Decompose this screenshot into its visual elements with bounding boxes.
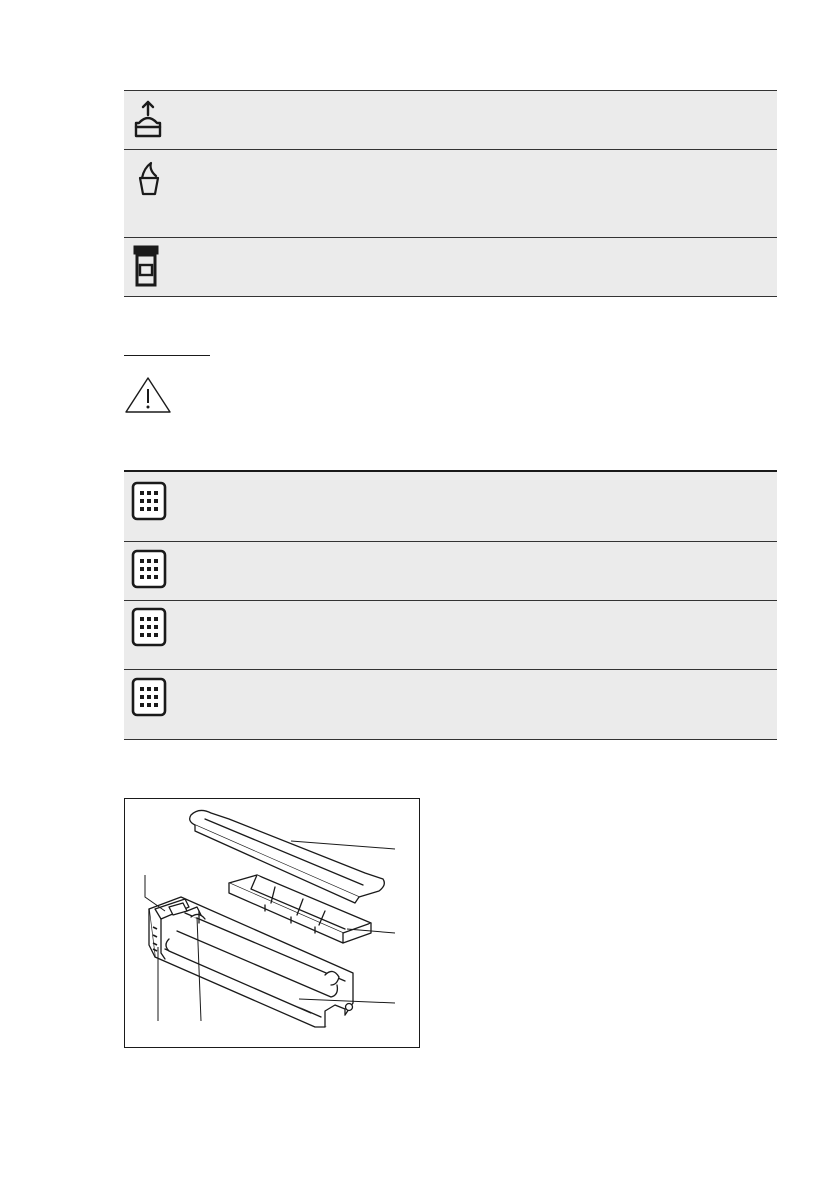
cup-icon — [130, 158, 162, 198]
dispenser-drawing — [125, 799, 419, 1047]
dispenser-figure — [124, 798, 420, 1048]
table-row — [124, 542, 777, 601]
lift-out-tray-icon — [130, 99, 162, 139]
keypad-icon — [130, 548, 168, 590]
symbol-table-top — [124, 90, 777, 297]
warning-triangle-icon — [124, 376, 172, 414]
warning-heading-rule — [124, 355, 210, 356]
keypad-icon — [130, 676, 168, 718]
table-row — [124, 91, 777, 150]
table-row — [124, 472, 777, 542]
keypad-icon — [130, 606, 168, 648]
keypad-table — [124, 470, 777, 740]
table-row — [124, 150, 777, 238]
table-row — [124, 670, 777, 740]
keypad-icon — [130, 480, 168, 522]
container-icon — [130, 243, 162, 291]
table-row — [124, 601, 777, 670]
table-row — [124, 238, 777, 297]
